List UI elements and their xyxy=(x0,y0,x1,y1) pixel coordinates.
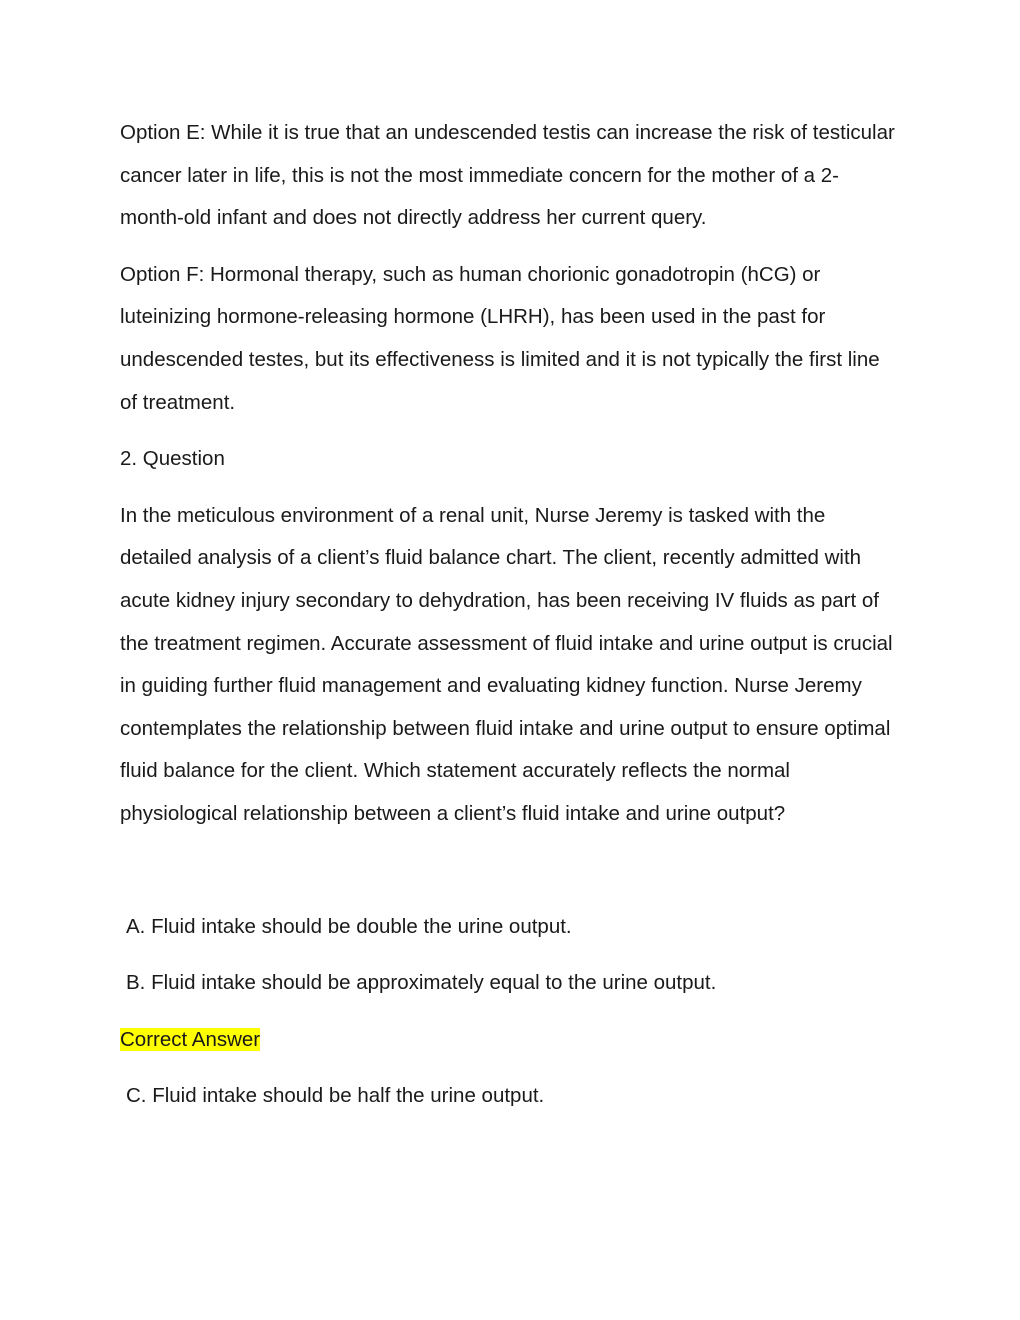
answer-option-c: C. Fluid intake should be half the urine output. xyxy=(126,1084,545,1108)
option-f-explanation: Option F: Hormonal therapy, such as human chorionic gonadotropin (hCG) or luteinizing hormone-releasing hormone (LHRH), has been used in the past for undescended testes, but its effectiveness is limited and it is not typically the first line of treatment. xyxy=(120,262,880,414)
question-body: In the meticulous environment of a renal unit, Nurse Jeremy is tasked with the detailed analysis of a client’s fluid balance chart. The client, recently admitted with acute kidney injury secondary to dehydration, has been receiving IV fluids as part of the treatment regimen. Accurate assessment of fluid intake and urine output is crucial in guiding further fluid management and evaluating kidney function. Nurse Jeremy contemplates the relationship between fluid intake and urine output to ensure optimal fluid balance for the client. Which statement accurately reflects the normal physiological relationship between a client’s fluid intake and urine output? xyxy=(120,503,893,825)
document-page xyxy=(120,112,900,1132)
correct-answer-line xyxy=(120,1019,900,1062)
spacer xyxy=(120,850,900,906)
correct-answer-badge: Correct Answer xyxy=(120,1027,261,1051)
option-e-explanation: Option E: While it is true that an undescended testis can increase the risk of testicular cancer later in life, this is not the most immediate concern for the mother of a 2-month-old infant and does not directly address her current query. xyxy=(120,121,895,230)
answer-option-a: A. Fluid intake should be double the urine output. xyxy=(126,914,572,938)
answer-option-b: B. Fluid intake should be approximately equal to the urine output. xyxy=(126,971,717,995)
question-heading: 2. Question xyxy=(120,447,225,471)
